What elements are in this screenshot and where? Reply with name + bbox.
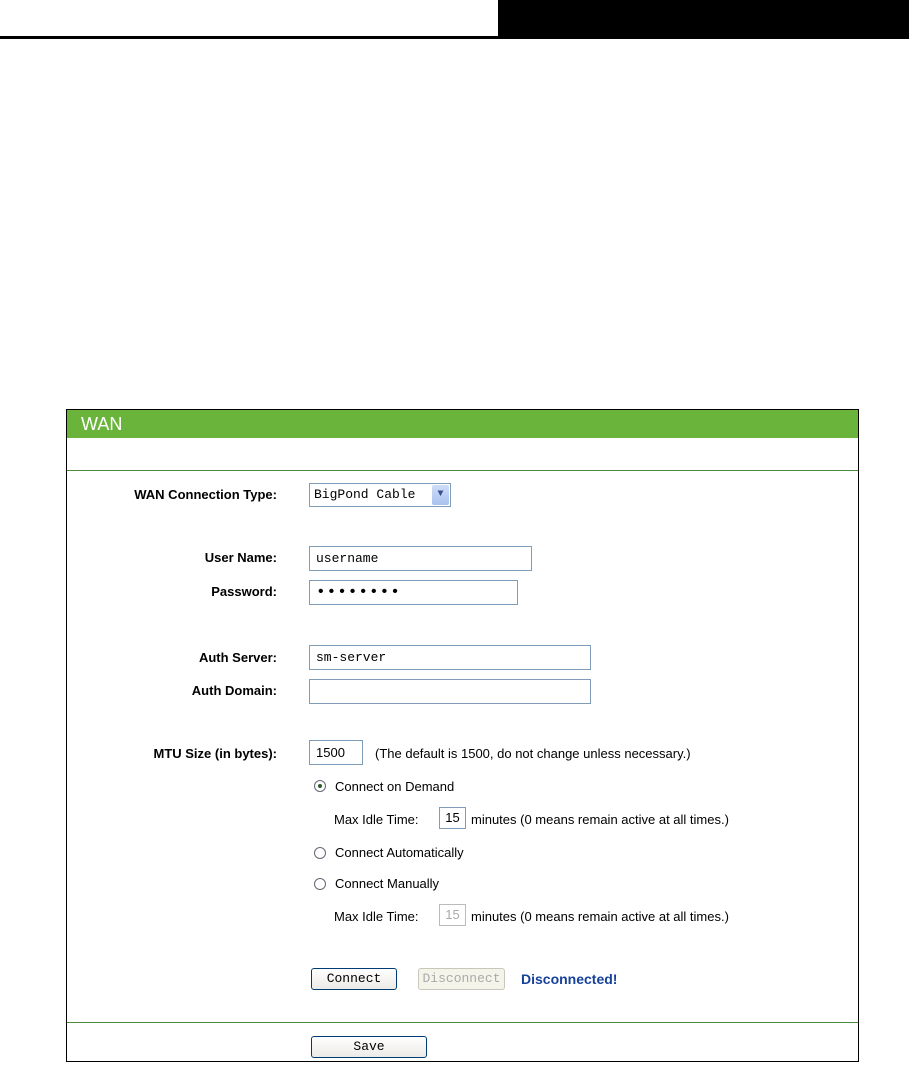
idle-note-1: minutes (0 means remain active at all times.)	[471, 812, 729, 827]
username-field[interactable]: username	[309, 546, 532, 571]
auth-server-label: Auth Server:	[198, 650, 277, 665]
idle-note-2: minutes (0 means remain active at all times.)	[471, 909, 729, 924]
wan-type-label: WAN Connection Type:	[134, 487, 277, 502]
document-header-block	[498, 0, 909, 39]
auth-domain-label: Auth Domain:	[191, 683, 277, 698]
radio-connect-manually[interactable]	[314, 878, 326, 890]
radio-connect-on-demand[interactable]	[314, 780, 326, 792]
panel-title: WAN	[67, 410, 858, 438]
mtu-field[interactable]: 1500	[309, 740, 363, 765]
connect-auto-label: Connect Automatically	[335, 845, 464, 860]
connect-on-demand-label: Connect on Demand	[335, 779, 455, 794]
max-idle-label-2: Max Idle Time:	[334, 909, 419, 924]
document-header-rule	[0, 36, 498, 39]
wan-type-select[interactable]	[309, 483, 451, 507]
save-button[interactable]: Save	[311, 1036, 427, 1058]
password-field[interactable]: ••••••••	[309, 580, 518, 605]
idle-time-field-1[interactable]: 15	[439, 807, 466, 829]
disconnect-button[interactable]: Disconnect	[418, 968, 505, 990]
idle-time-field-2[interactable]: 15	[439, 904, 466, 926]
mtu-note: (The default is 1500, do not change unless necessary.)	[375, 746, 691, 761]
mtu-label: MTU Size (in bytes):	[153, 746, 277, 761]
connect-button[interactable]: Connect	[311, 968, 397, 990]
connect-manual-label: Connect Manually	[335, 876, 440, 891]
wan-type-value: BigPond Cable	[314, 487, 416, 502]
max-idle-label-1: Max Idle Time:	[334, 812, 419, 827]
radio-connect-automatically[interactable]	[314, 847, 326, 859]
auth-server-field[interactable]: sm-server	[309, 645, 591, 670]
wan-panel	[66, 409, 859, 1062]
password-label: Password:	[211, 584, 277, 599]
username-label: User Name:	[204, 550, 277, 565]
top-separator	[67, 470, 858, 471]
auth-domain-field[interactable]	[309, 679, 591, 704]
chevron-down-icon[interactable]: ▼	[432, 485, 449, 505]
connection-status: Disconnected!	[521, 971, 618, 987]
bottom-separator	[67, 1022, 858, 1023]
